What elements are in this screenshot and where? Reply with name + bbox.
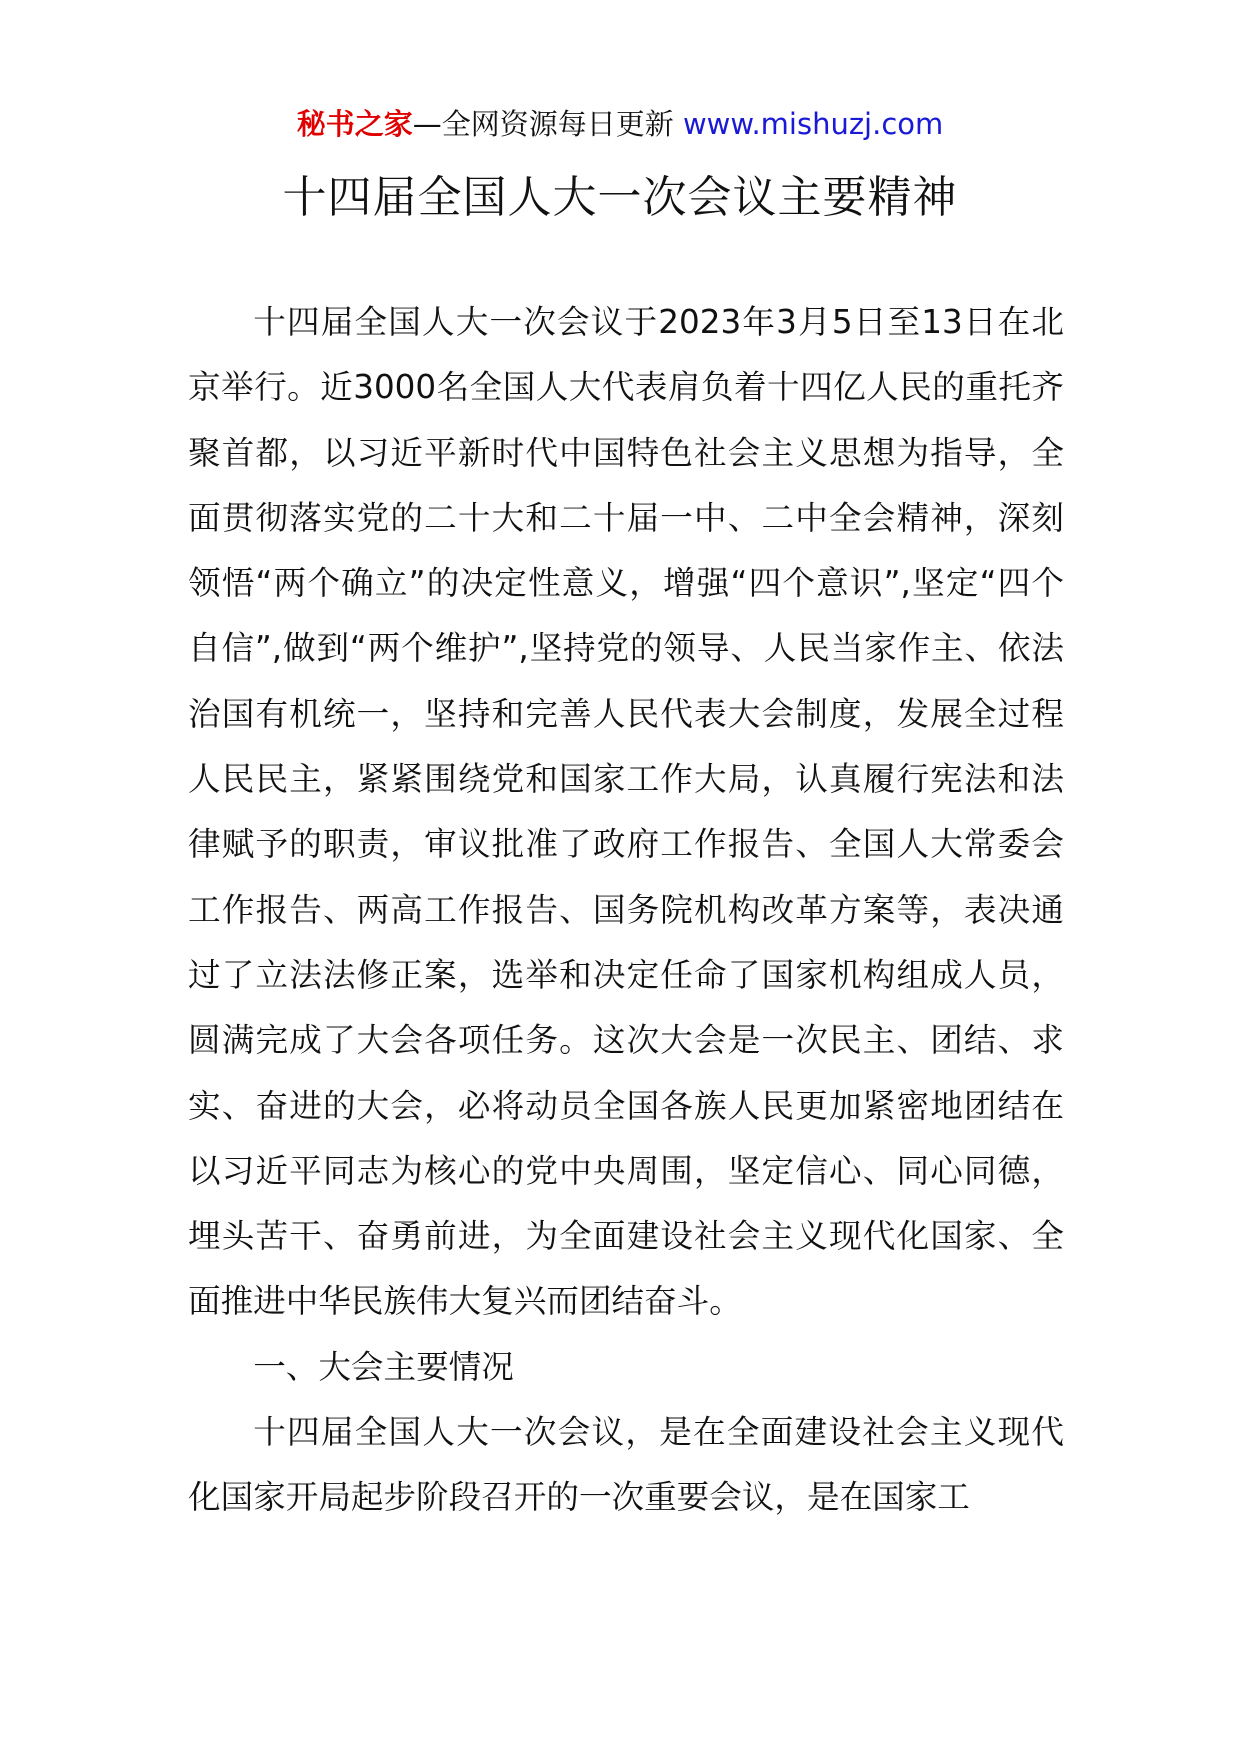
page-header	[0, 104, 1240, 144]
header-url-link[interactable]: www.mishuzj.com	[682, 107, 944, 141]
section-heading: 一、大会主要情况	[253, 1347, 514, 1386]
document-body	[188, 290, 1064, 1531]
brand-name: 秘书之家	[296, 107, 413, 141]
paragraph-intro: 十四届全国人大一次会议于2023年3月5日至13日在北京举行。近3000名全国人大代表肩负着十四亿人民的重托齐聚首都，以习近平新时代中国特色社会主义思想为指导，全面贯彻落实党的二十大和二十届一中、二中全会精神，深刻领悟“两个确立”的决定性意义，增强“四个意识”,坚定“四个自信”,做到“两个维护”,坚持党的领导、人民当家作主、依法治国有机统一，坚持和完善人民代表大会制度，发展全过程人民民主，紧紧围绕党和国家工作大局，认真履行宪法和法律赋予的职责，审议批准了政府工作报告、全国人大常委会工作报告、两高工作报告、国务院机构改革方案等，表决通过了立法法修正案，选举和决定任命了国家机构组成人员，圆满完成了大会各项任务。这次大会是一次民主、团结、求实、奋进的大会，必将动员全国各族人民更加紧密地团结在以习近平同志为核心的党中央周围，坚定信心、同心同德，埋头苦干、奋勇前进，为全面建设社会主义现代化国家、全面推进中华民族伟大复兴而团结奋斗。	[188, 303, 1064, 1321]
paragraph-section-one: 十四届全国人大一次会议，是在全面建设社会主义现代化国家开局起步阶段召开的一次重要会议，是在国家工	[188, 1413, 1064, 1517]
header-tagline: —全网资源每日更新	[412, 107, 674, 141]
document-title: 十四届全国人大一次会议主要精神	[282, 172, 958, 223]
